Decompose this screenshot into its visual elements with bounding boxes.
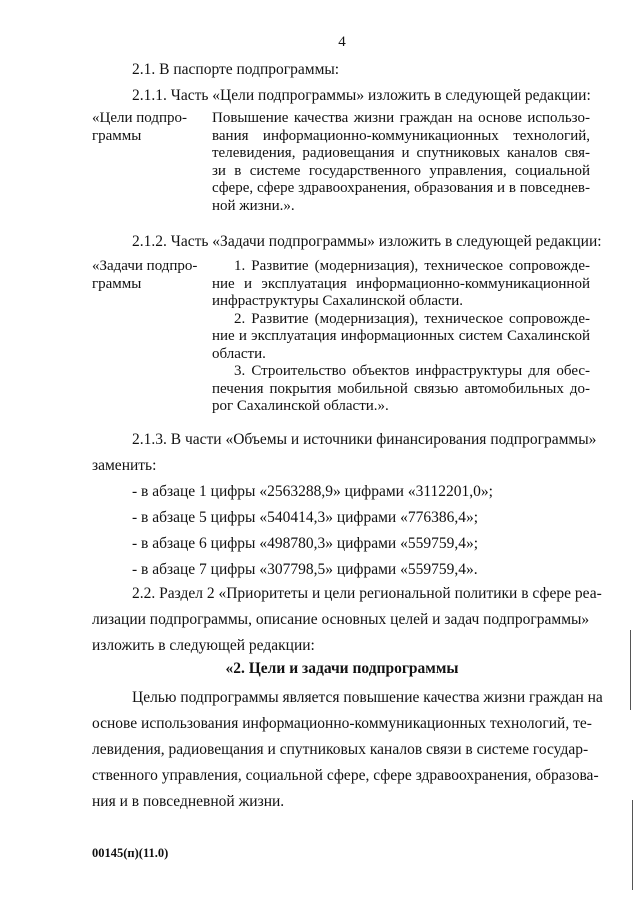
replacement-item: - в абзаце 1 цифры «2563288,9» цифрами «3112201,0»; xyxy=(132,483,493,500)
body-line: левидения, радиовещания и спутниковых каналов связи в системе государ- xyxy=(92,741,589,758)
goals-text-line: телевидения, радиовещания и спутниковых каналов свя- xyxy=(212,145,590,161)
goals-text-line: зи в системе государственного управления, социальной xyxy=(212,162,590,179)
goals-text-line: сфере, сфере здравоохранения, образования и в повседнев- xyxy=(212,180,590,196)
tasks-label-line: «Задачи подпро- xyxy=(92,258,198,274)
goals-label-line: граммы xyxy=(92,127,142,144)
body-line: ственного управления, социальной сфере, сфере здравоохранения, образова- xyxy=(92,767,599,784)
tasks-text-line: ние и эксплуатация информационно-коммуникационной xyxy=(212,275,590,292)
tasks-text-line: ние и эксплуатация информационных систем Сахалинской xyxy=(212,328,590,344)
tasks-text-line: 3. Строительство объектов инфраструктуры для обес- xyxy=(234,363,590,379)
section-2-1-3-line1: 2.1.3. В части «Объемы и источники финансирования подпрограммы» xyxy=(132,431,597,448)
section-2-2-line: изложить в следующей редакции: xyxy=(92,637,315,654)
goals-text-line: ной жизни.». xyxy=(212,197,295,214)
section-2-2-line: 2.2. Раздел 2 «Приоритеты и цели региональной политики в сфере реа- xyxy=(132,585,602,602)
goals-text-line: Повышение качества жизни граждан на основе использо- xyxy=(212,110,590,126)
tasks-text-line: рог Сахалинской области.». xyxy=(212,398,389,414)
tasks-text xyxy=(212,258,590,416)
document-code: 00145(п)(11.0) xyxy=(92,846,169,860)
tasks-text-line: области. xyxy=(212,345,266,362)
tasks-label xyxy=(92,258,197,293)
tasks-label-line: граммы xyxy=(92,275,142,292)
section-2-1-1: 2.1.1. Часть «Цели подпрограммы» изложить в следующей редакции: xyxy=(132,87,591,104)
replacement-item: - в абзаце 5 цифры «540414,3» цифрами «776386,4»; xyxy=(132,509,479,526)
tasks-text-line: печения покрытия мобильной связью автомобильных до- xyxy=(212,380,590,397)
goals-label xyxy=(92,110,187,145)
section-heading: «2. Цели и задачи подпрограммы xyxy=(225,660,459,677)
replacement-item: - в абзаце 6 цифры «498780,3» цифрами «559759,4»; xyxy=(132,535,479,552)
page-number: 4 xyxy=(338,34,346,50)
scan-margin-mark xyxy=(632,800,633,890)
body-line: ния и в повседневной жизни. xyxy=(92,793,285,810)
body-line: Целью подпрограммы является повышение качества жизни граждан на xyxy=(132,689,603,706)
tasks-text-line: 2. Развитие (модернизация), техническое сопровожде- xyxy=(234,310,590,327)
goals-text xyxy=(212,110,590,215)
section-2-2-line: лизации подпрограммы, описание основных целей и задач подпрограммы» xyxy=(92,611,590,628)
scan-margin-mark xyxy=(630,630,631,710)
section-2-1: 2.1. В паспорте подпрограммы: xyxy=(132,61,340,78)
tasks-text-line: инфраструктуры Сахалинской области. xyxy=(212,293,464,309)
goals-label-line: «Цели подпро- xyxy=(92,110,188,126)
section-2-1-3-line2: заменить: xyxy=(92,457,157,474)
body-line: основе использования информационно-коммуникационных технологий, те- xyxy=(92,715,592,732)
replacement-item: - в абзаце 7 цифры «307798,5» цифрами «559759,4». xyxy=(132,561,478,578)
tasks-text-line: 1. Развитие (модернизация), техническое сопровожде- xyxy=(234,258,590,274)
goals-text-line: вания информационно-коммуникационных технологий, xyxy=(212,127,590,144)
section-2-1-2: 2.1.2. Часть «Задачи подпрограммы» изложить в следующей редакции: xyxy=(132,233,602,250)
